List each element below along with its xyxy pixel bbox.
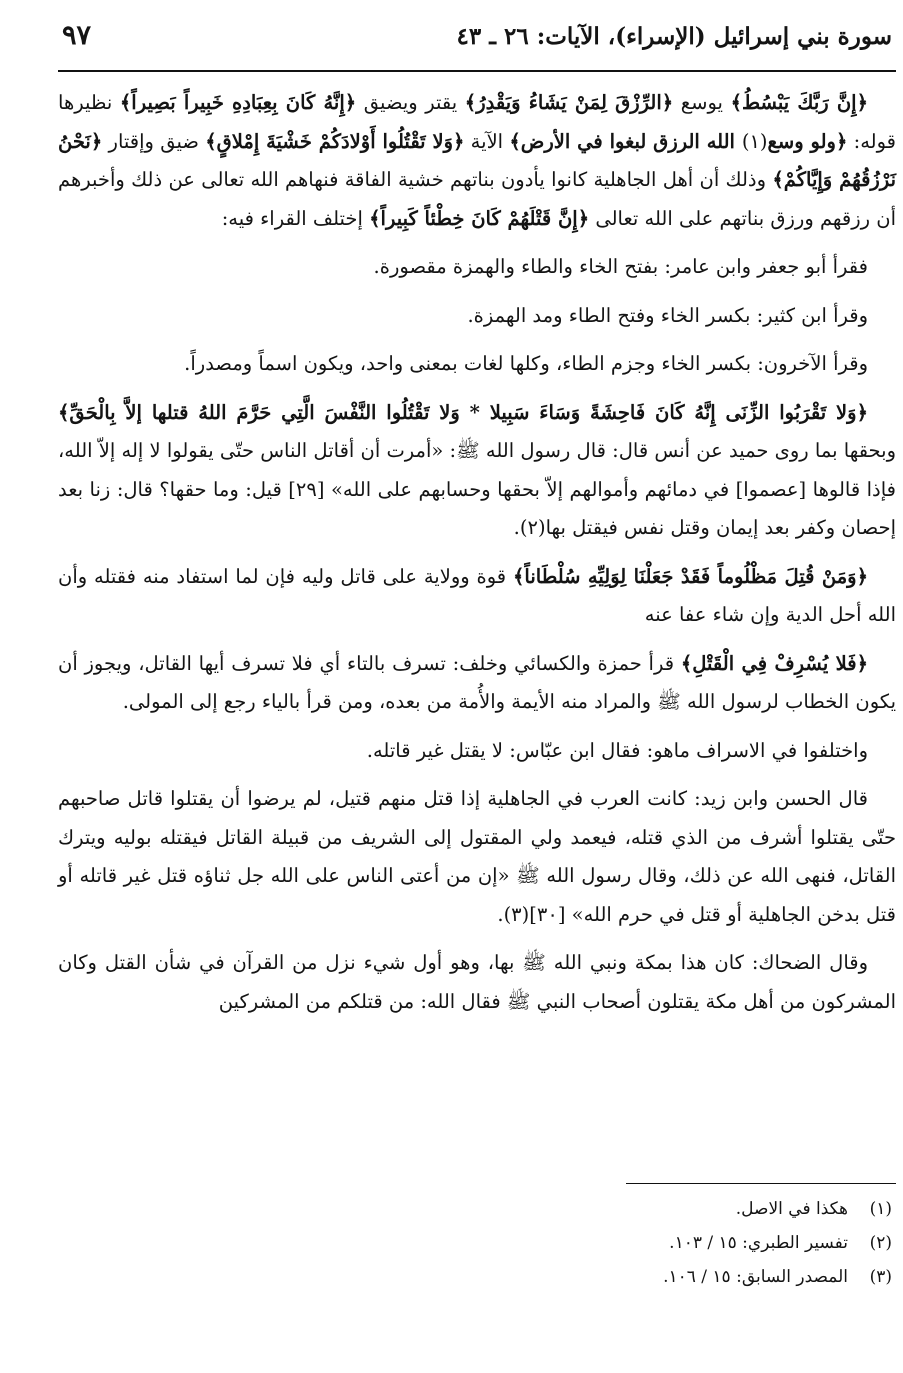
footnote-number: (٣): [869, 1267, 892, 1287]
quran-verse: الله الرزق لبغوا في الأرض﴾: [509, 129, 742, 153]
quran-verse: ﴿إِنَّهُ كَانَ بِعِبَادِهِ خَبِيراً بَصِيراً﴾: [119, 91, 357, 114]
quran-verse: ﴿وَلا تَقْتُلُوا أَوْلادَكُمْ خَشْيَةَ إِمْلاقٍ﴾: [205, 129, 465, 153]
text-run: قوة وولاية على قاتل وليه فإن لما استفاد منه فقتله وأن الله أحل الدية وإن شاء عفا عنه: [58, 564, 896, 626]
page-number: ٩٧: [62, 20, 92, 51]
footnote-text: تفسير الطبري: ١٥ / ١٠٣.: [669, 1233, 848, 1253]
paragraph: [58, 645, 896, 722]
footnote-divider: [626, 1183, 896, 1184]
quran-verse: ﴿ولو وسع: [767, 129, 848, 153]
paragraph: [58, 732, 896, 771]
text-run: (٣): [503, 902, 530, 926]
paragraph: [58, 558, 896, 635]
text-run: إختلف القراء فيه:: [221, 206, 370, 230]
text-run: وبحقها بما روى حميد عن أنس قال: قال رسول الله ﷺ: «أمرت أن أقاتل الناس حتّى يقولوا لا إله إلاّ الله، فإذا قالوها [عصموا] في دمائهم وأموالهم إلاّ بحقها وحسابهم على الله» [٢٩] قيل: وما حقها؟ قال: زنا بعد إحصان وكفر بعد إيمان وقتل نفس فيقتل بها: [58, 439, 897, 539]
paragraph: [58, 780, 896, 934]
text-run: قال الحسن وابن زيد: كانت العرب في الجاهلية إذا قتل منهم قتيل، لم يرضوا أن يقتلوا قاتل صاحبهم حتّى يقتلوا أشرف من الذي قتله، فيعمد ولي المقتول إلى الشريف من قبيلة القاتل فيقتله بوليه ويترك القاتل، فنهى الله عن ذلك، وقال رسول الله ﷺ «إن من أعتى الناس على الله جل ثناؤه قتل غير قاتله أو قتل بدخن الجاهلية أو قتل في حرم الله» [٣٠]: [58, 787, 896, 926]
text-run: يقتر ويضيق: [356, 91, 465, 114]
text-run: (١): [741, 129, 768, 153]
page-header: [58, 20, 896, 72]
footnotes: [58, 1183, 896, 1294]
paragraph: [58, 248, 896, 287]
text-run: .: [513, 516, 520, 539]
quran-verse: ﴿إِنَّ رَبَّكَ يَبْسُطُ﴾: [730, 91, 869, 114]
text-run: .: [497, 902, 504, 926]
footnote-text: هكذا في الاصل.: [735, 1199, 848, 1219]
footnote-item: [58, 1260, 892, 1294]
text-run: يوسع: [673, 91, 731, 114]
text-run: الآية: [464, 129, 510, 153]
text-run: ضيق وإقتار: [102, 129, 206, 153]
footnote-list: [58, 1192, 896, 1294]
text-run: وقال الضحاك: كان هذا بمكة ونبي الله ﷺ بها، وهو أول شيء نزل من القرآن في شأن القتل وكان المشركون من أهل مكة يقتلون أصحاب النبي ﷺ فقال الله: من قتلكم من المشركين: [58, 951, 896, 1013]
text-run: (٢): [519, 516, 546, 539]
main-text: [58, 84, 896, 1021]
paragraph: [58, 394, 896, 548]
quran-verse: ﴿وَمَنْ قُتِلَ مَظْلُوماً فَقَدْ جَعَلْنَا لِوَلِيِّهِ سُلْطَاناً﴾: [512, 564, 868, 588]
text-run: وذلك أن أهل الجاهلية كانوا يأدون بناتهم خشية الفاقة فنهاهم الله تعالى عن ذلك وأخبرهم أن رزقهم ورزق بناتهم على الله تعالى: [58, 168, 896, 230]
footnote-item: [58, 1192, 892, 1226]
quran-verse: ﴿وَلا تَقْرَبُوا الزِّنَى إِنَّهُ كَانَ فَاحِشَةً وَسَاءَ سَبِيلا * وَلا تَقْتُلُوا النَّفْسَ الَّتِي حَرَّمَ اللهُ قتلها إلاَّ بِالْحَقِّ﴾: [58, 400, 868, 424]
text-run: واختلفوا في الاسراف ماهو: فقال ابن عبّاس: لا يقتل غير قاتله.: [366, 738, 868, 762]
paragraph: [58, 297, 896, 336]
text-run: وقرأ الآخرون: بكسر الخاء وجزم الطاء، وكلها لغات بمعنى واحد، ويكون اسماً ومصدراً.: [184, 352, 868, 375]
text-run: نظيرها قوله:: [58, 91, 896, 153]
footnote-number: (٢): [869, 1233, 892, 1253]
running-title: سورة بني إسرائيل (الإسراء)، الآيات: ٢٦ ـ ٤٣: [456, 23, 892, 50]
text-run: فقرأ أبو جعفر وابن عامر: بفتح الخاء والطاء والهمزة مقصورة.: [373, 255, 868, 278]
quran-verse: ﴿فَلا يُسْرِفْ فِي الْقَتْلِ﴾: [680, 651, 869, 675]
paragraph: [58, 84, 896, 238]
text-run: وقرأ ابن كثير: بكسر الخاء وفتح الطاء ومد الهمزة.: [467, 303, 868, 327]
footnote-number: (١): [869, 1199, 892, 1219]
page: [58, 20, 896, 1031]
paragraph: [58, 944, 896, 1021]
footnote-text: المصدر السابق: ١٥ / ١٠٦.: [663, 1267, 848, 1287]
quran-verse: ﴿الرِّزْقَ لِمَنْ يَشَاءُ وَيَقْدِرُ﴾: [464, 91, 674, 114]
quran-verse: ﴿إِنَّ قَتْلَهُمْ كَانَ خِطْئاً كَبِيراً﴾: [369, 206, 590, 230]
text-run: قرأ حمزة والكسائي وخلف: تسرف بالتاء أي فلا تسرف أيها القاتل، ويجوز أن يكون الخطاب لرسول الله ﷺ والمراد منه الأيمة والأُمة من بعده، ومن قرأ بالياء رجع إلى المولى.: [58, 651, 896, 713]
footnote-item: [58, 1226, 892, 1260]
paragraph: [58, 345, 896, 384]
quran-verse: ﴿نَحْنُ نَرْزُقُهُمْ وَإِيَّاكُمْ﴾: [58, 129, 896, 191]
